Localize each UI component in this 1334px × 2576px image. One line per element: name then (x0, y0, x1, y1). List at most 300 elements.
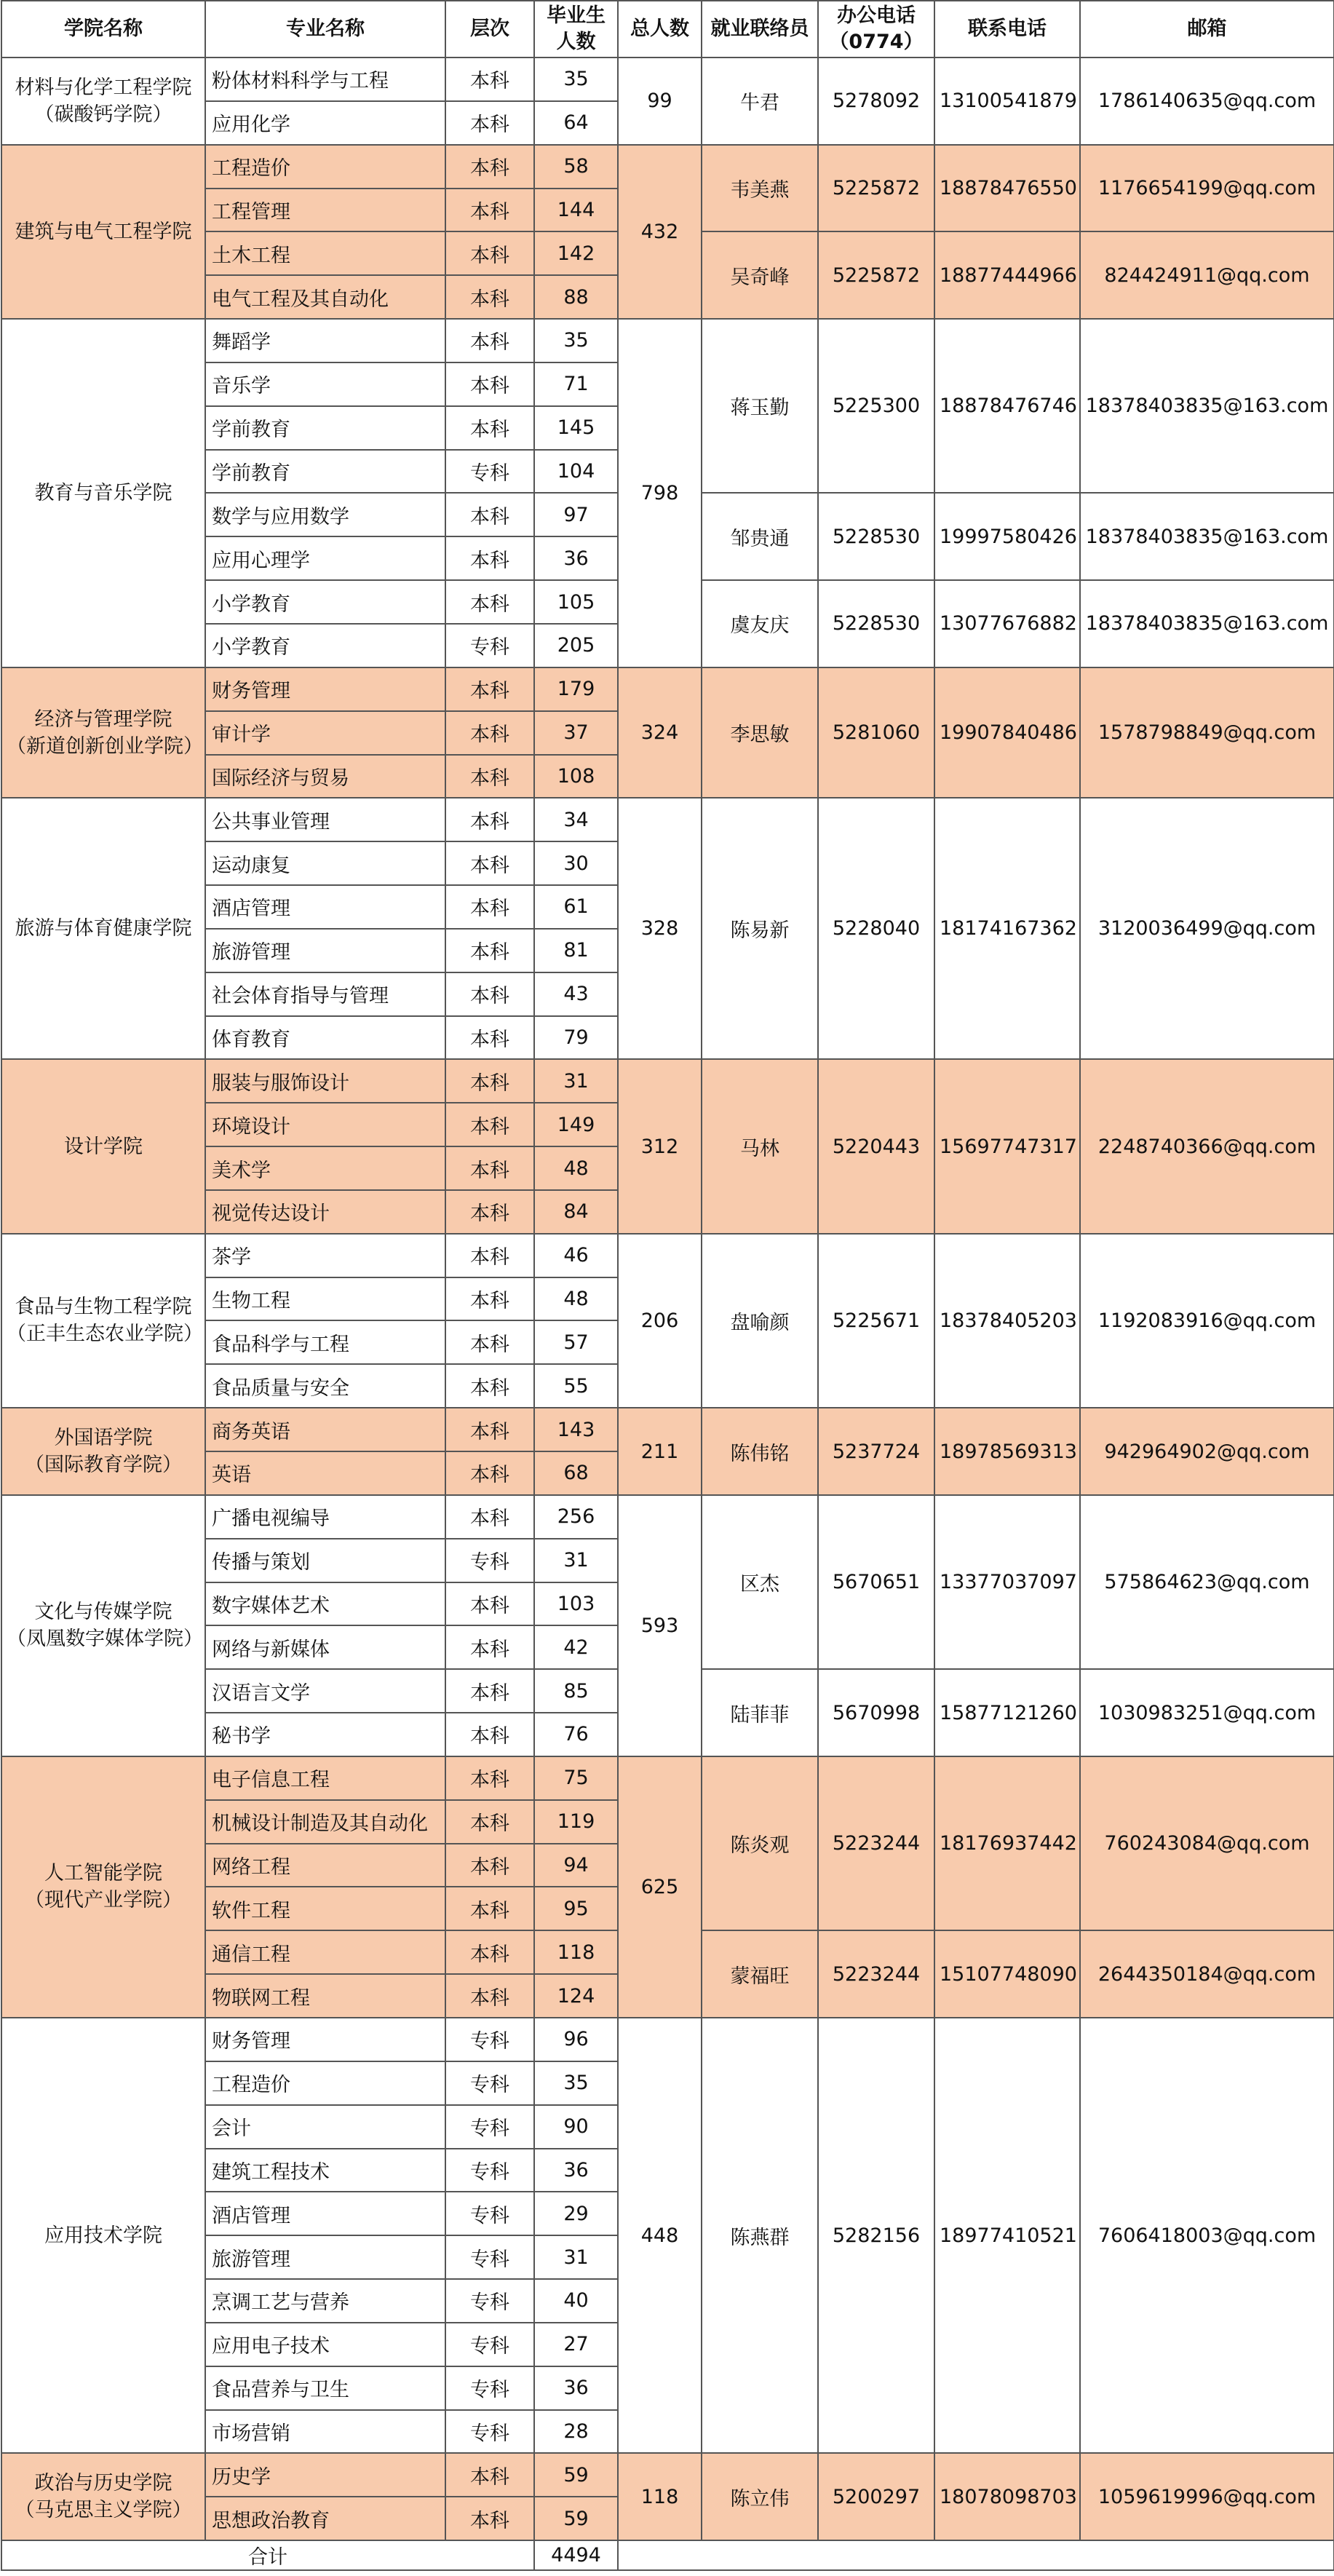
level-cell: 本科 (445, 1625, 534, 1669)
level-cell: 本科 (445, 1887, 534, 1930)
college-total-cell: 118 (618, 2453, 702, 2540)
level-cell: 专科 (445, 2235, 534, 2279)
table-row (1, 145, 1334, 189)
college-name-line: 政治与历史学院 (34, 2472, 172, 2495)
college-name-cell (1, 2018, 205, 2453)
graduate-count-cell: 35 (534, 58, 618, 101)
level-cell: 专科 (445, 2105, 534, 2149)
major-name-cell: 通信工程 (205, 1930, 445, 1974)
college-name-cell (1, 798, 205, 1059)
college-name-line: 教育与音乐学院 (34, 481, 172, 504)
graduate-count-cell: 90 (534, 2105, 618, 2149)
major-name-cell: 应用心理学 (205, 536, 445, 580)
graduate-count-cell: 64 (534, 101, 618, 145)
office-phone-cell: 5220443 (818, 1059, 934, 1233)
email-cell: 1059619996@qq.com (1080, 2453, 1334, 2540)
graduate-count-cell: 85 (534, 1669, 618, 1713)
level-cell: 专科 (445, 1539, 534, 1582)
email-cell: 1192083916@qq.com (1080, 1234, 1334, 1408)
major-name-cell: 食品营养与卫生 (205, 2366, 445, 2410)
contact-phone-cell: 18978569313 (934, 1408, 1080, 1495)
table-row (1, 798, 1334, 841)
major-name-cell: 工程管理 (205, 189, 445, 232)
contact-phone-cell: 13100541879 (934, 58, 1080, 145)
level-cell: 本科 (445, 972, 534, 1016)
level-cell: 本科 (445, 1277, 534, 1321)
graduate-count-cell: 37 (534, 711, 618, 755)
major-name-cell: 秘书学 (205, 1713, 445, 1756)
graduate-count-cell: 81 (534, 929, 618, 972)
major-name-cell: 物联网工程 (205, 1974, 445, 2018)
email-cell: 18378403835@163.com (1080, 580, 1334, 667)
table-row (1, 1234, 1334, 1277)
contact-phone-cell: 13377037097 (934, 1495, 1080, 1669)
level-cell: 本科 (445, 1364, 534, 1408)
major-name-cell: 软件工程 (205, 1887, 445, 1930)
office-phone-cell: 5228530 (818, 493, 934, 580)
major-name-cell: 财务管理 (205, 667, 445, 711)
level-cell: 专科 (445, 2192, 534, 2235)
header-total: 总人数 (618, 1, 702, 58)
major-name-cell: 小学教育 (205, 624, 445, 667)
table-row (1, 1495, 1334, 1539)
email-cell: 760243084@qq.com (1080, 1756, 1334, 1930)
graduate-count-cell: 96 (534, 2018, 618, 2061)
level-cell: 本科 (445, 189, 534, 232)
college-name-line: 食品与生物工程学院 (15, 1296, 192, 1319)
table-row (1, 58, 1334, 101)
graduate-count-cell: 145 (534, 406, 618, 450)
major-name-cell: 建筑工程技术 (205, 2149, 445, 2192)
major-name-cell: 会计 (205, 2105, 445, 2149)
college-name-line: 应用技术学院 (44, 2224, 162, 2247)
level-cell: 本科 (445, 1495, 534, 1539)
level-cell: 本科 (445, 1713, 534, 1756)
contact-name-cell: 陆菲菲 (702, 1669, 818, 1756)
major-name-cell: 视觉传达设计 (205, 1190, 445, 1234)
office-phone-cell: 5670998 (818, 1669, 934, 1756)
college-total-cell: 328 (618, 798, 702, 1059)
email-cell: 7606418003@qq.com (1080, 2018, 1334, 2453)
college-name-cell (1, 2453, 205, 2540)
level-cell: 本科 (445, 145, 534, 189)
college-name-line: （现代产业学院） (25, 1889, 182, 1912)
major-name-cell: 财务管理 (205, 2018, 445, 2061)
header-graduates-line2: 人数 (556, 31, 596, 53)
major-name-cell: 应用电子技术 (205, 2323, 445, 2366)
graduate-count-cell: 36 (534, 2366, 618, 2410)
contact-name-cell: 蒙福旺 (702, 1930, 818, 2018)
contact-phone-cell: 19907840486 (934, 667, 1080, 798)
graduate-count-cell: 40 (534, 2279, 618, 2323)
level-cell: 本科 (445, 929, 534, 972)
total-label: 合计 (1, 2540, 534, 2570)
office-phone-cell: 5200297 (818, 2453, 934, 2540)
contact-name-cell: 吴奇峰 (702, 231, 818, 319)
graduate-count-cell: 144 (534, 189, 618, 232)
level-cell: 本科 (445, 1408, 534, 1451)
college-name-line: 设计学院 (64, 1135, 143, 1158)
graduate-count-cell: 71 (534, 362, 618, 406)
graduate-count-cell: 84 (534, 1190, 618, 1234)
major-name-cell: 工程造价 (205, 2061, 445, 2105)
college-name-line: （凤凰数字媒体学院） (7, 1628, 203, 1651)
major-name-cell: 音乐学 (205, 362, 445, 406)
contact-phone-cell: 18378405203 (934, 1234, 1080, 1408)
major-name-cell: 机械设计制造及其自动化 (205, 1800, 445, 1844)
graduate-count-cell: 55 (534, 1364, 618, 1408)
major-name-cell: 运动康复 (205, 841, 445, 885)
graduate-count-cell: 28 (534, 2410, 618, 2454)
college-name-line: 材料与化学工程学院 (15, 76, 192, 99)
contact-phone-cell: 18977410521 (934, 2018, 1080, 2453)
college-name-line: （国际教育学院） (25, 1454, 182, 1476)
major-name-cell: 学前教育 (205, 406, 445, 450)
office-phone-cell: 5223244 (818, 1756, 934, 1930)
level-cell: 本科 (445, 319, 534, 362)
total-row (1, 2540, 1334, 2570)
graduate-count-cell: 31 (534, 2235, 618, 2279)
college-name-cell (1, 319, 205, 667)
college-name-line: 经济与管理学院 (34, 708, 172, 731)
contact-phone-cell: 18174167362 (934, 798, 1080, 1059)
graduate-count-cell: 75 (534, 1756, 618, 1800)
level-cell: 本科 (445, 231, 534, 275)
major-name-cell: 食品科学与工程 (205, 1320, 445, 1364)
graduate-count-cell: 142 (534, 231, 618, 275)
level-cell: 本科 (445, 667, 534, 711)
contact-name-cell: 陈炎观 (702, 1756, 818, 1930)
header-email: 邮箱 (1080, 1, 1334, 58)
college-total-cell: 432 (618, 145, 702, 319)
college-name-line: 建筑与电气工程学院 (15, 220, 192, 243)
graduate-count-cell: 29 (534, 2192, 618, 2235)
office-phone-cell: 5228530 (818, 580, 934, 667)
level-cell: 本科 (445, 58, 534, 101)
total-value: 4494 (534, 2540, 618, 2570)
contact-phone-cell: 15697747317 (934, 1059, 1080, 1233)
level-cell: 专科 (445, 2366, 534, 2410)
office-phone-cell: 5225872 (818, 231, 934, 319)
major-name-cell: 思想政治教育 (205, 2497, 445, 2540)
email-cell: 824424911@qq.com (1080, 231, 1334, 319)
major-name-cell: 网络与新媒体 (205, 1625, 445, 1669)
graduate-count-cell: 104 (534, 450, 618, 494)
level-cell: 本科 (445, 1930, 534, 1974)
graduate-count-cell: 119 (534, 1800, 618, 1844)
college-total-cell: 206 (618, 1234, 702, 1408)
table-row (1, 667, 1334, 711)
level-cell: 本科 (445, 1320, 534, 1364)
level-cell: 本科 (445, 101, 534, 145)
level-cell: 本科 (445, 2453, 534, 2497)
level-cell: 本科 (445, 1190, 534, 1234)
college-name-line: 旅游与体育健康学院 (15, 917, 192, 940)
contact-name-cell: 牛君 (702, 58, 818, 145)
major-name-cell: 社会体育指导与管理 (205, 972, 445, 1016)
header-contact: 就业联络员 (702, 1, 818, 58)
major-name-cell: 市场营销 (205, 2410, 445, 2454)
email-cell: 2644350184@qq.com (1080, 1930, 1334, 2018)
college-name-cell (1, 1756, 205, 2018)
contact-name-cell: 陈伟铭 (702, 1408, 818, 1495)
graduate-count-cell: 59 (534, 2453, 618, 2497)
contact-name-cell: 陈易新 (702, 798, 818, 1059)
email-cell: 1030983251@qq.com (1080, 1669, 1334, 1756)
email-cell: 575864623@qq.com (1080, 1495, 1334, 1669)
header-graduates-line1: 毕业生 (547, 4, 606, 27)
graduate-count-cell: 124 (534, 1974, 618, 2018)
email-cell: 18378403835@163.com (1080, 493, 1334, 580)
graduate-count-cell: 143 (534, 1408, 618, 1451)
college-name-cell (1, 1408, 205, 1495)
contact-name-cell: 区杰 (702, 1495, 818, 1669)
contact-name-cell: 盘喻颜 (702, 1234, 818, 1408)
graduate-count-cell: 35 (534, 319, 618, 362)
level-cell: 本科 (445, 1059, 534, 1103)
college-name-line: （正丰生态农业学院） (7, 1323, 203, 1346)
graduate-count-cell: 118 (534, 1930, 618, 1974)
major-name-cell: 旅游管理 (205, 2235, 445, 2279)
college-name-cell (1, 145, 205, 319)
level-cell: 本科 (445, 841, 534, 885)
level-cell: 本科 (445, 1016, 534, 1060)
major-name-cell: 美术学 (205, 1146, 445, 1190)
college-name-line: 文化与传媒学院 (34, 1601, 172, 1624)
header-college: 学院名称 (1, 1, 205, 58)
major-name-cell: 广播电视编导 (205, 1495, 445, 1539)
header-office-line2: （0774） (829, 31, 924, 53)
office-phone-cell: 5281060 (818, 667, 934, 798)
college-total-cell: 211 (618, 1408, 702, 1495)
college-total-cell: 593 (618, 1495, 702, 1756)
level-cell: 本科 (445, 1146, 534, 1190)
major-name-cell: 土木工程 (205, 231, 445, 275)
college-total-cell: 625 (618, 1756, 702, 2018)
major-name-cell: 酒店管理 (205, 2192, 445, 2235)
contact-name-cell: 邹贵通 (702, 493, 818, 580)
graduate-count-cell: 36 (534, 536, 618, 580)
contact-name-cell: 虞友庆 (702, 580, 818, 667)
college-total-cell: 99 (618, 58, 702, 145)
major-name-cell: 汉语言文学 (205, 1669, 445, 1713)
contact-name-cell: 蒋玉勤 (702, 319, 818, 493)
table-body (1, 58, 1334, 2540)
level-cell: 本科 (445, 580, 534, 624)
office-phone-cell: 5237724 (818, 1408, 934, 1495)
graduate-count-cell: 149 (534, 1103, 618, 1146)
college-name-cell (1, 1234, 205, 1408)
major-name-cell: 小学教育 (205, 580, 445, 624)
major-name-cell: 工程造价 (205, 145, 445, 189)
level-cell: 本科 (445, 536, 534, 580)
graduate-count-cell: 31 (534, 1539, 618, 1582)
contact-phone-cell: 18878476550 (934, 145, 1080, 232)
contact-phone-cell: 18877444966 (934, 231, 1080, 319)
graduate-count-cell: 97 (534, 493, 618, 536)
header-phone: 联系电话 (934, 1, 1080, 58)
graduate-count-cell: 105 (534, 580, 618, 624)
office-phone-cell: 5225872 (818, 145, 934, 232)
contact-name-cell: 陈立伟 (702, 2453, 818, 2540)
level-cell: 专科 (445, 2149, 534, 2192)
major-name-cell: 传播与策划 (205, 1539, 445, 1582)
college-total-cell: 448 (618, 2018, 702, 2453)
graduate-count-cell: 36 (534, 2149, 618, 2192)
total-empty-cell (618, 2540, 1334, 2570)
graduate-count-cell: 48 (534, 1277, 618, 1321)
header-graduates (534, 1, 618, 58)
graduate-count-cell: 43 (534, 972, 618, 1016)
level-cell: 本科 (445, 885, 534, 929)
level-cell: 本科 (445, 711, 534, 755)
major-name-cell: 粉体材料科学与工程 (205, 58, 445, 101)
office-phone-cell: 5225671 (818, 1234, 934, 1408)
table-row (1, 1756, 1334, 1800)
graduate-count-cell: 34 (534, 798, 618, 841)
contact-name-cell: 李思敏 (702, 667, 818, 798)
graduate-count-cell: 57 (534, 1320, 618, 1364)
office-phone-cell: 5228040 (818, 798, 934, 1059)
header-level: 层次 (445, 1, 534, 58)
contact-phone-cell: 19997580426 (934, 493, 1080, 580)
level-cell: 本科 (445, 1582, 534, 1626)
level-cell: 本科 (445, 1103, 534, 1146)
major-name-cell: 环境设计 (205, 1103, 445, 1146)
contact-name-cell: 陈燕群 (702, 2018, 818, 2453)
graduate-count-cell: 108 (534, 755, 618, 798)
email-cell: 942964902@qq.com (1080, 1408, 1334, 1495)
contact-phone-cell: 18078098703 (934, 2453, 1080, 2540)
major-name-cell: 网络工程 (205, 1844, 445, 1887)
college-name-cell (1, 1495, 205, 1756)
contact-phone-cell: 18878476746 (934, 319, 1080, 493)
level-cell: 本科 (445, 1974, 534, 2018)
graduate-count-cell: 46 (534, 1234, 618, 1277)
college-name-line: （马克思主义学院） (15, 2499, 192, 2522)
major-name-cell: 电子信息工程 (205, 1756, 445, 1800)
major-name-cell: 电气工程及其自动化 (205, 275, 445, 319)
level-cell: 本科 (445, 1756, 534, 1800)
graduate-contact-table (1, 0, 1334, 2571)
college-total-cell: 312 (618, 1059, 702, 1233)
level-cell: 专科 (445, 2061, 534, 2105)
level-cell: 本科 (445, 798, 534, 841)
level-cell: 本科 (445, 275, 534, 319)
graduate-count-cell: 27 (534, 2323, 618, 2366)
major-name-cell: 旅游管理 (205, 929, 445, 972)
email-cell: 3120036499@qq.com (1080, 798, 1334, 1059)
college-name-cell (1, 1059, 205, 1233)
graduate-count-cell: 88 (534, 275, 618, 319)
major-name-cell: 数字媒体艺术 (205, 1582, 445, 1626)
major-name-cell: 食品质量与安全 (205, 1364, 445, 1408)
level-cell: 本科 (445, 1800, 534, 1844)
major-name-cell: 生物工程 (205, 1277, 445, 1321)
header-office-phone (818, 1, 934, 58)
major-name-cell: 审计学 (205, 711, 445, 755)
level-cell: 专科 (445, 2410, 534, 2454)
college-total-cell: 324 (618, 667, 702, 798)
level-cell: 本科 (445, 362, 534, 406)
office-phone-cell: 5670651 (818, 1495, 934, 1669)
table-row (1, 2453, 1334, 2497)
graduate-count-cell: 95 (534, 1887, 618, 1930)
level-cell: 本科 (445, 1451, 534, 1495)
graduate-count-cell: 30 (534, 841, 618, 885)
level-cell: 本科 (445, 1844, 534, 1887)
level-cell: 本科 (445, 755, 534, 798)
college-name-line: （新道创新创业学院） (7, 734, 203, 758)
level-cell: 专科 (445, 2323, 534, 2366)
table-row (1, 1408, 1334, 1451)
graduate-count-cell: 256 (534, 1495, 618, 1539)
office-phone-cell: 5282156 (818, 2018, 934, 2453)
office-phone-cell: 5278092 (818, 58, 934, 145)
college-name-cell (1, 667, 205, 798)
major-name-cell: 国际经济与贸易 (205, 755, 445, 798)
graduate-count-cell: 179 (534, 667, 618, 711)
graduate-count-cell: 42 (534, 1625, 618, 1669)
header-major: 专业名称 (205, 1, 445, 58)
level-cell: 本科 (445, 2497, 534, 2540)
header-row (1, 1, 1334, 58)
email-cell: 18378403835@163.com (1080, 319, 1334, 493)
college-name-cell (1, 58, 205, 145)
level-cell: 专科 (445, 450, 534, 494)
graduate-count-cell: 58 (534, 145, 618, 189)
major-name-cell: 体育教育 (205, 1016, 445, 1060)
graduate-count-cell: 31 (534, 1059, 618, 1103)
graduate-count-cell: 94 (534, 1844, 618, 1887)
graduate-count-cell: 205 (534, 624, 618, 667)
email-cell: 1176654199@qq.com (1080, 145, 1334, 232)
major-name-cell: 公共事业管理 (205, 798, 445, 841)
graduate-count-cell: 103 (534, 1582, 618, 1626)
level-cell: 本科 (445, 493, 534, 536)
level-cell: 专科 (445, 2279, 534, 2323)
table-row (1, 319, 1334, 362)
major-name-cell: 茶学 (205, 1234, 445, 1277)
office-phone-cell: 5225300 (818, 319, 934, 493)
major-name-cell: 舞蹈学 (205, 319, 445, 362)
major-name-cell: 烹调工艺与营养 (205, 2279, 445, 2323)
major-name-cell: 应用化学 (205, 101, 445, 145)
major-name-cell: 英语 (205, 1451, 445, 1495)
email-cell: 1578798849@qq.com (1080, 667, 1334, 798)
major-name-cell: 商务英语 (205, 1408, 445, 1451)
contact-name-cell: 韦美燕 (702, 145, 818, 232)
contact-name-cell: 马林 (702, 1059, 818, 1233)
graduate-count-cell: 59 (534, 2497, 618, 2540)
major-name-cell: 酒店管理 (205, 885, 445, 929)
college-name-line: 人工智能学院 (44, 1862, 162, 1885)
college-name-line: （碳酸钙学院） (34, 103, 172, 126)
level-cell: 专科 (445, 2018, 534, 2061)
level-cell: 专科 (445, 624, 534, 667)
header-office-line1: 办公电话 (837, 4, 916, 27)
table-row (1, 2018, 1334, 2061)
email-cell: 1786140635@qq.com (1080, 58, 1334, 145)
table-row (1, 1059, 1334, 1103)
graduate-count-cell: 79 (534, 1016, 618, 1060)
major-name-cell: 学前教育 (205, 450, 445, 494)
major-name-cell: 服装与服饰设计 (205, 1059, 445, 1103)
contact-phone-cell: 15877121260 (934, 1669, 1080, 1756)
graduate-count-cell: 48 (534, 1146, 618, 1190)
level-cell: 本科 (445, 1234, 534, 1277)
office-phone-cell: 5223244 (818, 1930, 934, 2018)
